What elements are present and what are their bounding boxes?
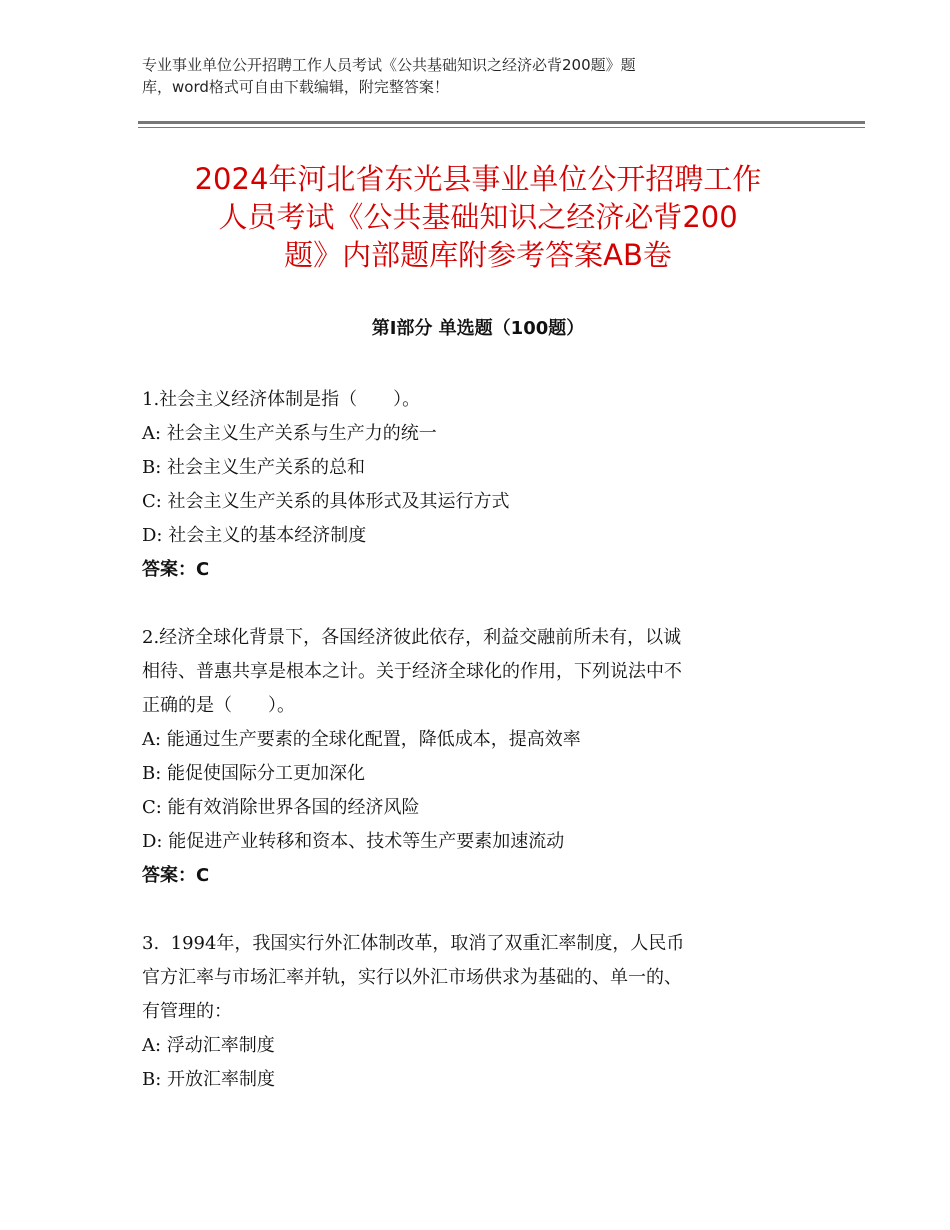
question-3 [142,927,822,1097]
question-3-option-a: A: 浮动汇率制度 [142,1035,275,1056]
question-2-stem [142,621,822,723]
document-header-note [142,54,802,98]
header-note-line-2: 库，word格式可自由下载编辑，附完整答案！ [142,78,449,96]
question-2-option-c: C: 能有效消除世界各国的经济风险 [142,797,420,818]
question-2-option-b: B: 能促使国际分工更加深化 [142,763,366,784]
question-stem-line: 正确的是（ ）。 [142,695,295,716]
question-2 [142,621,822,893]
question-1-option-b: B: 社会主义生产关系的总和 [142,457,366,478]
document-title [138,160,818,274]
question-stem-line: 3. 1994年，我国实行外汇体制改革，取消了双重汇率制度，人民币 [142,933,685,954]
question-list [142,383,822,1131]
question-3-option-b: B: 开放汇率制度 [142,1069,276,1090]
document-title-line-2: 人员考试《公共基础知识之经济必背200 [218,200,738,234]
question-2-option-a: A: 能通过生产要素的全球化配置，降低成本，提高效率 [142,729,581,750]
question-stem-line: 有管理的： [142,1001,232,1022]
question-2-answer: 答案：C [142,865,210,886]
document-title-line-3: 题》内部题库附参考答案AB卷 [284,238,672,272]
document-title-line-1: 2024年河北省东光县事业单位公开招聘工作 [194,162,762,196]
question-1-option-c: C: 社会主义生产关系的具体形式及其运行方式 [142,491,510,512]
question-stem-line: 2.经济全球化背景下，各国经济彼此依存，利益交融前所未有，以诚 [142,627,682,648]
question-stem-line: 官方汇率与市场汇率并轨，实行以外汇市场供求为基础的、单一的、 [142,967,682,988]
question-3-stem [142,927,822,1029]
question-1-option-d: D: 社会主义的基本经济制度 [142,525,367,546]
question-1-option-a: A: 社会主义生产关系与生产力的统一 [142,423,437,444]
question-stem-line: 相待、普惠共享是根本之计。关于经济全球化的作用，下列说法中不 [142,661,682,682]
question-2-option-d: D: 能促进产业转移和资本、技术等生产要素加速流动 [142,831,565,852]
section-heading: 第Ⅰ部分 单选题（100题） [371,318,585,339]
question-1-stem [142,383,822,417]
question-stem-line: 1.社会主义经济体制是指（ ）。 [142,389,421,410]
header-divider-thick [138,121,865,124]
question-1 [142,383,822,587]
header-divider-thin [138,127,865,128]
header-note-line-1: 专业事业单位公开招聘工作人员考试《公共基础知识之经济必背200题》题 [142,56,636,74]
question-1-answer: 答案：C [142,559,210,580]
